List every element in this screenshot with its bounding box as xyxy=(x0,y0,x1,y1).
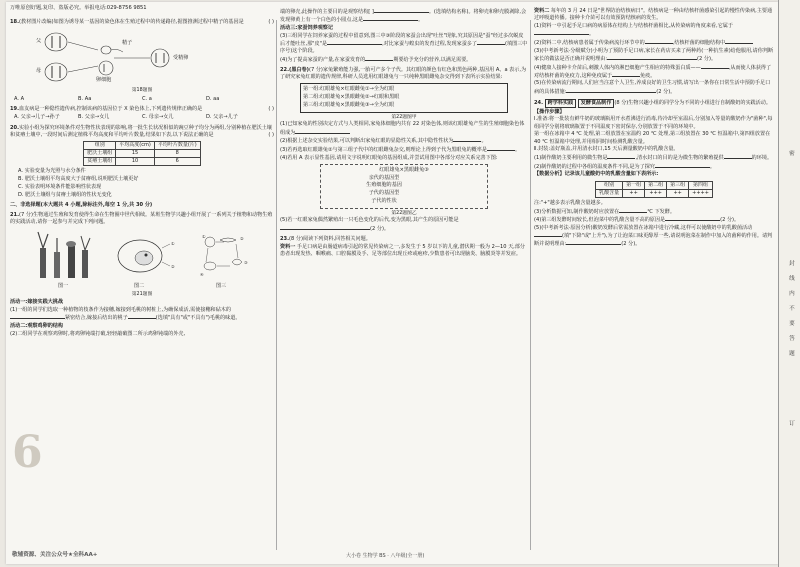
q20-text: 实验小组为探究环境条件对生物性状表现的影响,将一批生长状况相似的豌豆种子均分为两组,分别种植在肥沃土壤和贫瘠土壤中,一段时间后测定植株平均高度和平均叶片数量,结果如下表,以下说法正确的是 xyxy=(10,124,272,138)
answer-blank[interactable] xyxy=(724,154,752,159)
question-18 xyxy=(10,19,274,103)
column-left xyxy=(10,2,274,564)
q22-s4: (4)若用 A 表示显性基因,请用文字说明红眼兔的基因组成,并尝试用图中各部分对应关系完善下图: xyxy=(280,154,498,161)
cross-row: 子代的基因型 xyxy=(368,190,400,197)
q22-box-line: 第三组:红眼雄兔×黑眼雌兔③→全为红眼 xyxy=(303,101,395,108)
header-note: 万唯原创好题,复印、盗版必究。举报电话:029-8756 9851 xyxy=(10,5,147,11)
q24-header: 第一组 xyxy=(623,181,645,189)
q24-r5b: (填"下降"或"上升"),为了让泡菜口味更醇厚一些,请说明泡菜在制作中加入的菌种的作用。请判断并说明理由: xyxy=(534,233,773,248)
answer-blank[interactable] xyxy=(280,225,370,230)
section-2-heading: 二、非选择题(本大题共 4 小题,除标注外,每空 1 分,共 30 分) xyxy=(10,201,153,208)
q22-tag: (黑白卷) xyxy=(289,67,309,74)
q21-part1: (1)一组的同学们选取一种植物的枝条作为接穗,嫁接到毛桃的树桩上,为确保成活,需使接穗和砧木的 xyxy=(10,306,231,313)
q23-p4c: 免疫。 xyxy=(640,72,656,79)
material-1-text: 手足口病是由肠道病毒引起的常见传染病之一,多发生于 5 岁以下的儿童,潜伏期一般为 2—10 天,部分患者出现发热、咽喉痛、口腔黏膜及手、足等部位出现丘疹或疱疹,少数患者可出现脑炎、脑膜炎等并发症。 xyxy=(280,243,525,257)
q24-r3: (3)分析数据可知,制作酸奶时应放置在 xyxy=(534,208,620,215)
q18-text: 如图为诱导某一基因的染色体在生殖过程中的传递路径,据图推测过程中精子的基因是 xyxy=(53,19,244,25)
q18-option-b[interactable]: B. Aa xyxy=(78,96,92,103)
q24-r1: (1)制作酸奶主要利用的微生物是 xyxy=(534,154,608,161)
svg-text:③: ③ xyxy=(244,260,248,266)
fig-label-3: 图三 xyxy=(216,283,227,290)
sidebar-char: 封 xyxy=(787,260,794,266)
q21-caption: 第21题图 xyxy=(131,292,153,298)
q24-tag-interdisciplinary: 跨学科实践 xyxy=(545,99,576,108)
sidebar-char: 题 xyxy=(787,350,794,356)
table-row xyxy=(84,150,200,158)
exam-sheet xyxy=(6,2,778,564)
q22-caption-b: 第22题图乙 xyxy=(391,210,417,216)
q20-cell: 15 xyxy=(116,150,155,158)
answer-blank[interactable] xyxy=(365,56,393,61)
q19-number: 19. xyxy=(10,106,20,113)
label-egg: 卵细胞 xyxy=(96,77,112,84)
svg-text:①: ① xyxy=(202,234,206,240)
q23-p5: (5)在传染病流行期间,人们应当注意个人卫生,养成良好的卫生习惯,请写出一条你在日常生活中预防手足口病的具体措施: xyxy=(534,80,771,95)
answer-blank[interactable] xyxy=(665,216,720,221)
svg-text:④: ④ xyxy=(200,272,204,278)
q23-number: 23. xyxy=(280,235,290,242)
q20-option-b[interactable]: B. 肥沃土壤组平均高度大于贫瘠组,说明肥沃土壤更好 xyxy=(18,176,139,183)
answer-blank[interactable] xyxy=(725,39,753,44)
footer-promo: 敬辅资源、关注公众号★全科AA+ xyxy=(12,552,98,559)
q22-s1: (1)已知家兔的性别决定方式与人类相同,家兔体细胞内共有 22 对染色体,则该红眼雄兔产生的生殖细胞染色体组成为 xyxy=(280,121,525,136)
question-23 xyxy=(280,236,528,258)
q21-text: 生物通过生殖和发育使得生命在生物圈中世代相续。某班生物学兴趣小组开展了一系列关于植物和动物生殖的实践活动,请你一起参与并完成下列问题。 xyxy=(10,211,273,226)
q24-cell: ++ xyxy=(623,189,645,197)
cross-row: 生殖细胞的基因 xyxy=(366,182,402,189)
label-sperm: 精子 xyxy=(122,40,133,47)
q18-figure xyxy=(10,28,274,86)
q24-cell: ++ xyxy=(667,189,689,197)
q19-option-a[interactable]: A. 父亲→儿子→孙子 xyxy=(14,114,60,121)
q23-p4b: ,从而使人体获得了对结核杆菌的免疫力,这种免疫属于 xyxy=(534,64,772,79)
fig-label-2: 图二 xyxy=(134,283,145,290)
q20-cell: 6 xyxy=(154,158,200,166)
q23-p3: (3)(中考新考法·分级赋分)小明为了预防手足口病,家长在药店买来了两种药(一种抗生素)给他服用,请你判断家长的做法是否正确并说明理由: xyxy=(534,47,774,62)
q20-option-d[interactable]: D. 肥沃土壤组与贫瘠土壤组的性状无变化 xyxy=(18,191,112,198)
q21-part1c: (选填"具有"或"不具有")毛桃的味道。 xyxy=(155,315,241,322)
q23-p4: (4)健康人接种卡介苗后,刺激人体内的淋巴细胞产生相应的特殊蛋白质—— xyxy=(534,64,701,71)
column-divider xyxy=(276,20,277,550)
q24-r1c: 的环境。 xyxy=(751,154,773,161)
label-father: 父 xyxy=(36,38,42,45)
q22-text: 家兔繁殖能力强,一胎可产多个子代。其红眼的颜色有红色和黑色两种,基因用 A、a 表示,为了研究家兔红眼的遗传规律,科研人员选用红眼雄兔与一只纯种黑眼雌兔杂交得到下表所示实验结果: xyxy=(280,67,527,81)
q20-number: 20. xyxy=(10,124,20,131)
q21-part1b: 紧密结合,嫁接后结出的桃子 xyxy=(65,315,128,322)
q21-illustrations xyxy=(10,228,270,282)
q18-option-d[interactable]: D. aa xyxy=(206,96,220,103)
answer-blank[interactable] xyxy=(655,163,710,168)
q24-r2: (2)制作酸奶的过程中各组的温度条件不同,是为了探究 xyxy=(534,163,655,170)
svg-text:②: ② xyxy=(240,236,244,242)
sidebar-char: 答 xyxy=(787,335,794,341)
q24-r2b: 。 xyxy=(709,163,716,170)
material-2-text: 每年的 3 月 24 日是"世界防治结核病日"。结核病是一种由结核杆菌感染引起的慢性传染病,主要通过呼吸道传播。接种卡介苗可以有效预防结核病的发生。 xyxy=(534,8,773,22)
answer-blank[interactable] xyxy=(363,16,418,21)
q22-box-line: 第二组:红眼雄兔×黑眼雌兔②→红眼和黑眼 xyxy=(303,94,400,101)
q20-cell: 贫瘠土壤组 xyxy=(84,158,116,166)
q18-option-a[interactable]: A. A xyxy=(14,96,25,103)
question-19 xyxy=(10,106,274,121)
q19-option-b[interactable]: B. 父亲→女儿 xyxy=(78,114,110,121)
q21-c4: (4)为了提高家蚕的产量,在家蚕发育的 xyxy=(280,56,366,63)
q21-c3c: (填图三中序号)这个阶段。 xyxy=(280,40,528,55)
answer-blank[interactable] xyxy=(534,232,562,237)
sidebar-char: 线 xyxy=(787,275,794,281)
column-divider xyxy=(530,20,531,550)
sidebar-char: 要 xyxy=(787,320,794,326)
q23-p2: (2)资料二中,结核病患者属于传染病流行环节中的 xyxy=(534,39,645,46)
sidebar-char: 不 xyxy=(787,305,794,311)
q23-p2b: ,结核杆菌的细胞结构中 xyxy=(672,39,726,46)
q24-header: 第二组 xyxy=(645,181,667,189)
binding-sidebar xyxy=(778,0,800,567)
q24-steps-heading: 【操作步骤】 xyxy=(534,108,565,115)
q18-paren: ( ) xyxy=(268,19,274,25)
q20-cell: 肥沃土壤组 xyxy=(84,150,116,158)
answer-blank[interactable] xyxy=(612,72,640,77)
activity-3-title: 活动三:家蚕饲养观察记 xyxy=(280,24,333,31)
q24-step1: Ⅰ.准备:将一批装有鲜牛奶的玻璃瓶用开水煮沸进行消毒,待冷却至室温后,分别加入等量的酸奶作为"菌种",每组同学分别将玻璃瓶置于不同温度下密封保存,分别放置于不同的环境中。 xyxy=(534,116,773,130)
q23-p3s: (2 分)。 xyxy=(697,55,717,62)
q22-experiment-box xyxy=(300,83,508,112)
q20-cell: 10 xyxy=(116,158,155,166)
q24-step3: Ⅱ.封装:盖好瓶盖,并用清水封口,15 天后测量酸奶中的乳酸含量。 xyxy=(534,146,679,153)
q20-option-a[interactable]: A. 实验变量为光照与水分条件 xyxy=(18,168,86,175)
q22-s2: (2)根据上述杂交实验结果,可以判断出家兔红眼的显隐性关系,其中隐性性状为 xyxy=(280,138,454,145)
label-zygote: 受精卵 xyxy=(173,55,189,62)
q21-c1c: 。 xyxy=(418,17,424,24)
q22-score: (7 分) xyxy=(308,67,323,74)
cross-top: 红眼雄兔×黑眼雌兔③ xyxy=(379,167,429,174)
q21-figure xyxy=(10,228,274,290)
q24-cell: 乳酸含量 xyxy=(596,189,623,197)
q20-header-2: 平均叶片数量(片) xyxy=(154,142,200,150)
q24-number: 24. xyxy=(534,99,544,106)
answer-blank[interactable] xyxy=(607,55,697,60)
q20-table xyxy=(83,141,200,166)
q24-step2: 第一组在冰箱中 4 ℃ 处理,第二组放置在室温约 20 ℃ 处理,第三组放置在 30 ℃ 恒温箱中,第四组放置在 40 ℃ 恒温箱中处理,并用相同时间检测乳酸含量。 xyxy=(534,131,771,145)
q23-p1: (1)资料一中引起手足口病的病原体在结构上与结核杆菌相比,从传染病的角度来看,它属于 xyxy=(534,22,733,29)
q24-r4s: (2 分)。 xyxy=(720,217,740,224)
q24-data-heading: 【数据分析】记录该儿童酸奶中的乳酸含量如下表所示: xyxy=(534,171,659,178)
q24-cell: +++ xyxy=(645,189,667,197)
answer-blank[interactable] xyxy=(327,40,382,45)
q24-r3b: ℃ 下发酵。 xyxy=(647,208,675,215)
q24-note: 注:"+"越多表示乳酸含量越多。 xyxy=(534,199,606,206)
answer-blank[interactable] xyxy=(566,88,656,93)
q24-r4: (4)第三组发酵时间较长,但泡菜中的乳酸含量不高的原因是 xyxy=(534,217,666,224)
answer-blank[interactable] xyxy=(619,208,647,213)
answer-blank[interactable] xyxy=(10,314,65,319)
answer-blank[interactable] xyxy=(701,64,729,69)
q18-options xyxy=(10,96,274,103)
q22-s5: (5)若一红眼家兔偶然繁殖出一只毛色变化的后代,变为黑眼,其产生的原因可能是 xyxy=(280,217,459,224)
q21-score: (7 分) xyxy=(19,211,33,218)
answer-blank[interactable] xyxy=(128,314,156,319)
column-right xyxy=(534,2,774,564)
q19-option-d[interactable]: D. 父亲→儿子 xyxy=(206,114,238,121)
q19-options xyxy=(10,114,274,121)
q23-score: (8 分) xyxy=(289,235,303,242)
footer-title: 大小卷 生物学 BS · 八年级(全一册) xyxy=(346,552,425,559)
answer-blank[interactable] xyxy=(477,40,505,45)
question-21 xyxy=(10,212,274,338)
q24-header: 第四组 xyxy=(689,181,713,189)
q19-paren: ( ) xyxy=(268,106,274,113)
sidebar-char: 内 xyxy=(787,290,794,296)
cross-row: 亲代的基因型 xyxy=(368,174,400,181)
answer-blank[interactable] xyxy=(487,146,515,151)
table-row xyxy=(596,189,713,197)
q22-caption-a: 第22题图甲 xyxy=(391,114,417,120)
q21-c3b: ,对比家蚕与蝗虫的发育过程,发现家蚕多了 xyxy=(382,40,477,47)
material-1-label: 资料一 xyxy=(280,243,296,250)
q22-box-line: 第一组:红眼雄兔×红眼雌兔①→全为红眼 xyxy=(303,86,395,93)
sidebar-char: 订 xyxy=(787,420,794,426)
q21-c1: 端的卵壳,此操作的主要目的是观察结构[ ] xyxy=(280,9,374,15)
q24-header: 第三组 xyxy=(667,181,689,189)
material-2-label: 资料二 xyxy=(534,8,550,14)
q24-r5s: (2 分)。 xyxy=(621,241,641,248)
q20-cell: 8 xyxy=(154,150,200,158)
q19-option-c[interactable]: C. 母亲→女儿 xyxy=(142,114,174,121)
question-20 xyxy=(10,125,274,199)
q20-option-c[interactable]: C. 实验表明环境条件能影响性状表现 xyxy=(18,183,102,190)
q18-number: 18. xyxy=(10,19,20,25)
q22-s5b: (2 分)。 xyxy=(370,225,390,232)
q24-cell: ++++ xyxy=(689,189,713,197)
svg-text:①: ① xyxy=(171,241,175,247)
q21-c1b: 。(选填结构名称)。将卵壳和卵壳膜剥除,会发现卵黄上有一个白色的小圆点,这是 xyxy=(280,9,527,24)
answer-blank[interactable] xyxy=(295,129,350,134)
q21-part2: (2)二组同学在观察鸡卵时,将鸡卵钝端打破,轻轻敲破图二所示鸡卵钝端的外壳, xyxy=(10,330,186,337)
q22-cross-diagram xyxy=(320,164,488,209)
q23-p5s: (2 分)。 xyxy=(656,88,676,95)
q24-score: (8 分) xyxy=(614,99,629,106)
cross-row: 子代的性状 xyxy=(371,197,397,204)
q21-c3: (3)三组同学在饲养家蚕的过程中留意到,图三中③阶段的家蚕会出现"吐丝"现象,究其原因是"蚕"经过多次蜕皮后才能吐丝,那"皮"是 xyxy=(280,32,524,47)
q23-text: 阅读下列资料,回答相关问题。 xyxy=(302,235,371,242)
q23-p1b: 。 xyxy=(589,31,595,38)
q21-number: 21. xyxy=(10,211,20,218)
q24-r1b: ,清水封口的目的是为微生物的繁殖提供 xyxy=(635,154,724,161)
table-row xyxy=(84,158,200,166)
q22-number: 22. xyxy=(280,67,290,74)
q21-c4b: 期要给予充分的营养,以满足需要。 xyxy=(393,56,472,63)
q20-header-0: 组别 xyxy=(84,142,116,150)
column-middle xyxy=(280,2,528,564)
q22-s3: (3)若再选取红眼雄兔②与第三组子代中的红眼雌兔杂交,则理论上得到子代为黑眼兔的概率是 xyxy=(280,147,487,154)
q18-option-c[interactable]: C. a xyxy=(142,96,152,103)
label-mother: 母 xyxy=(36,68,42,75)
answer-blank[interactable] xyxy=(566,240,621,245)
q24-header: 组别 xyxy=(596,181,623,189)
q18-caption: 第18题图 xyxy=(131,88,153,94)
activity-1-title: 活动一:嫁接实践大挑战 xyxy=(10,299,63,306)
answer-blank[interactable] xyxy=(534,30,589,35)
q18-tag: (教材图片改编) xyxy=(19,19,54,25)
page-number-watermark: 6 xyxy=(12,427,43,478)
question-24 xyxy=(534,99,774,249)
q20-paren: ( ) xyxy=(268,131,274,138)
answer-blank[interactable] xyxy=(374,8,429,13)
answer-blank[interactable] xyxy=(607,154,635,159)
q19-text: 血友病是一种隐性遗传病,控制该病的基因位于 X 染色体上,下列遗传规律正确的是 xyxy=(19,106,203,113)
question-22 xyxy=(280,67,528,233)
q24-table xyxy=(595,181,713,198)
q24-text: 生物兴趣小组的同学分为不同的小组进行自制酸奶的实践活动。 xyxy=(628,99,771,106)
activity-2-title: 活动二:观察鸡卵的结构 xyxy=(10,322,63,329)
q24-r5: (5)(中考新考法·原因分析)酸奶发酵后常需放置在冰箱中进行冷藏,这样可以使酸奶中的乳酸菌活动 xyxy=(534,224,753,231)
q22-s2b: 。 xyxy=(481,138,487,145)
q22-s3b: 。 xyxy=(514,147,521,154)
q20-header-1: 平均高度(cm) xyxy=(116,142,155,150)
answer-blank[interactable] xyxy=(453,137,481,142)
sidebar-char: 密 xyxy=(787,150,794,156)
fig-label-1: 图一 xyxy=(58,283,69,290)
svg-text:②: ② xyxy=(171,264,175,270)
answer-blank[interactable] xyxy=(645,39,673,44)
q24-tag-fermentation: 发酵食品制作 xyxy=(578,99,615,108)
